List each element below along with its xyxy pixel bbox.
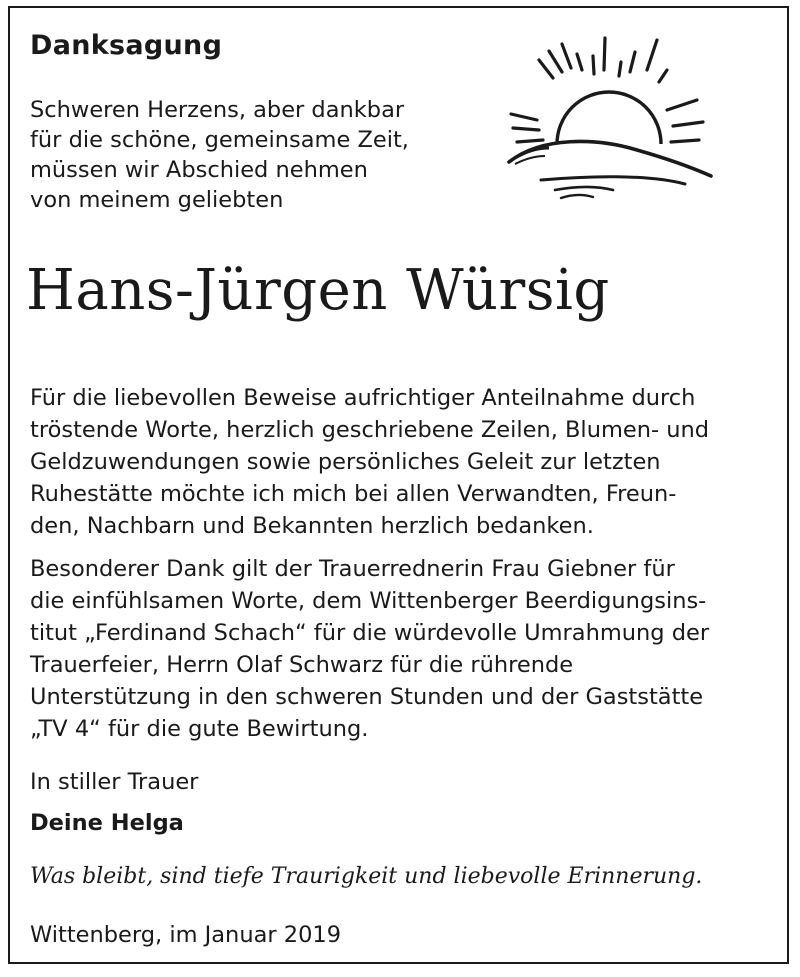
paragraph-line: den, Nachbarn und Bekannten herzlich bedanken. (30, 513, 594, 539)
intro-line: müssen wir Abschied nehmen (30, 157, 368, 183)
paragraph-line: Ruhestätte möchte ich mich bei allen Verwandten, Freun- (30, 481, 677, 507)
paragraph-line: Geldzuwendungen sowie persönliches Geleit zur letzten (30, 449, 661, 475)
intro-line: Schweren Herzens, aber dankbar (30, 97, 405, 123)
closing-phrase: In stiller Trauer (30, 769, 199, 795)
place-date: Wittenberg, im Januar 2019 (30, 922, 342, 948)
paragraph-line: „TV 4“ für die gute Bewirtung. (30, 716, 369, 742)
paragraph-line: tröstende Worte, herzlich geschriebene Zeilen, Blumen- und (30, 417, 710, 443)
deceased-name: Hans-Jürgen Würsig (26, 258, 610, 323)
paragraph-line: Unterstützung in den schweren Stunden und der Gaststätte (30, 684, 704, 710)
memorial-quote: Was bleibt, sind tiefe Traurigkeit und liebevolle Erinnerung. (30, 864, 703, 889)
paragraph-line: titut „Ferdinand Schach“ für die würdevolle Umrahmung der (30, 620, 710, 646)
sunset-over-hills-icon (497, 26, 722, 216)
paragraph-line: Besonderer Dank gilt der Trauerrednerin Frau Giebner für (30, 556, 675, 582)
intro-line: für die schöne, gemeinsame Zeit, (30, 127, 409, 153)
intro-line: von meinem geliebten (30, 187, 284, 213)
heading: Danksagung (30, 30, 223, 61)
paragraph-line: die einfühlsamen Worte, dem Wittenberger Beerdigungsins- (30, 588, 707, 614)
thanks-paragraph (30, 382, 709, 542)
intro-text (30, 95, 409, 215)
paragraph-line: Trauerfeier, Herrn Olaf Schwarz für die rührende (30, 652, 574, 678)
paragraph-line: Für die liebevollen Beweise aufrichtiger Anteilnahme durch (30, 385, 696, 411)
special-thanks-paragraph (30, 553, 709, 745)
signature: Deine Helga (30, 810, 184, 836)
